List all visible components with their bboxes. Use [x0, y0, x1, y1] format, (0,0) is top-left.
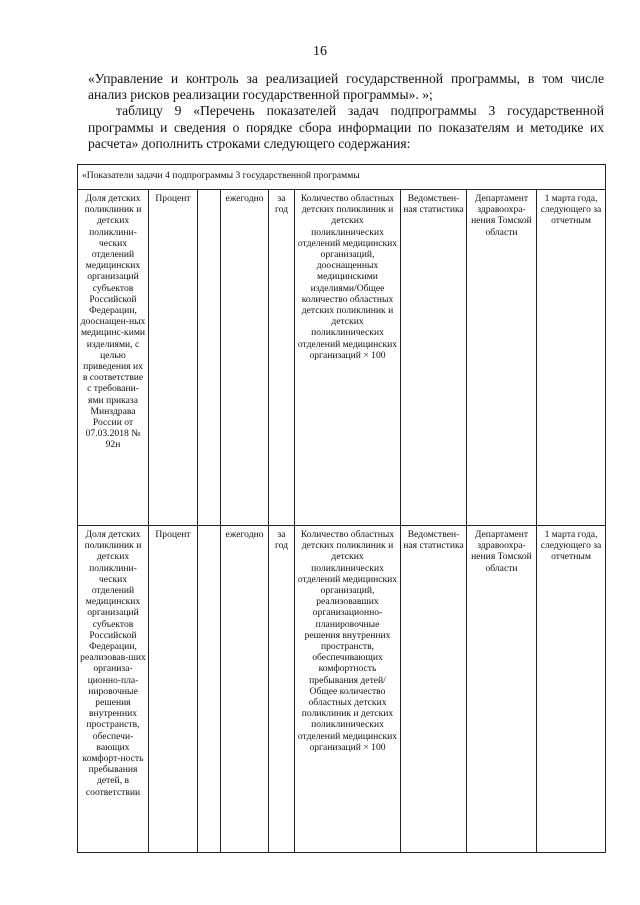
formula-cell: Количество областных детских поликлиник и детских поликлинических отделений медицинских организаций, дооснащенных медицинскими изделиями/Общее количество областных детских поликлиник и детских поликлинических отделений медицинских организаций × 100 — [295, 190, 401, 526]
indicator-name-cell: Доля детских поликлиник и детских поликлини-ческих отделений медицинских организаций субъектов Российской Федерации, дооснащен-ных медицинс-кими изделиями, с целью приведения их в соответствие с требовани-ями приказа Минздрава России от 07.03.2018 № 92н — [78, 190, 149, 526]
table-row — [78, 526, 606, 853]
table-caption: «Показатели задачи 4 подпрограммы 3 государственной программы — [78, 165, 606, 190]
source-cell: Ведомствен-ная статистика — [401, 190, 467, 526]
empty-cell — [198, 526, 221, 853]
formula-cell: Количество областных детских поликлиник и детских поликлинических отделений медицинских организаций, реализовавших организационно-планировочные решения внутренних пространств, обеспечивающих комфортность пребывания детей/Общее количество областных детских поликлиник и детских поликлинических отделений медицинских организаций × 100 — [295, 526, 401, 853]
period-cell: за год — [269, 526, 295, 853]
responsible-cell: Департамент здравоохра-нения Томской области — [467, 526, 537, 853]
indicator-name-cell: Доля детских поликлиник и детских поликлини-ческих отделений медицинских организаций субъектов Российской Федерации, реализовав-ших организа-ционно-пла-нировочные решения внутренних пространств, обеспечи-вающих комфорт-ность пребывания детей, в соответствии — [78, 526, 149, 853]
intro-paragraph-2: таблицу 9 «Перечень показателей задач подпрограммы 3 государственной программы и сведения о порядке сбора информации по показателям и методике их расчета» дополнить строками следующего содержания: — [88, 103, 604, 151]
intro-paragraph-1: «Управление и контроль за реализацией государственной программы, в том числе анализ рисков реализации государственной программы». »; — [88, 71, 604, 103]
unit-cell: Процент — [149, 526, 198, 853]
unit-cell: Процент — [149, 190, 198, 526]
page-number: 16 — [313, 44, 327, 59]
intro-text — [88, 71, 604, 152]
deadline-cell: 1 марта года, следующего за отчетным — [537, 190, 606, 526]
empty-cell — [198, 190, 221, 526]
source-cell: Ведомствен-ная статистика — [401, 526, 467, 853]
responsible-cell: Департамент здравоохра-нения Томской области — [467, 190, 537, 526]
periodicity-cell: ежегодно — [221, 526, 269, 853]
deadline-cell: 1 марта года, следующего за отчетным — [537, 526, 606, 853]
indicators-table-wrapper — [77, 164, 605, 853]
table-row — [78, 190, 606, 526]
periodicity-cell: ежегодно — [221, 190, 269, 526]
period-cell: за год — [269, 190, 295, 526]
indicators-table — [77, 164, 606, 853]
